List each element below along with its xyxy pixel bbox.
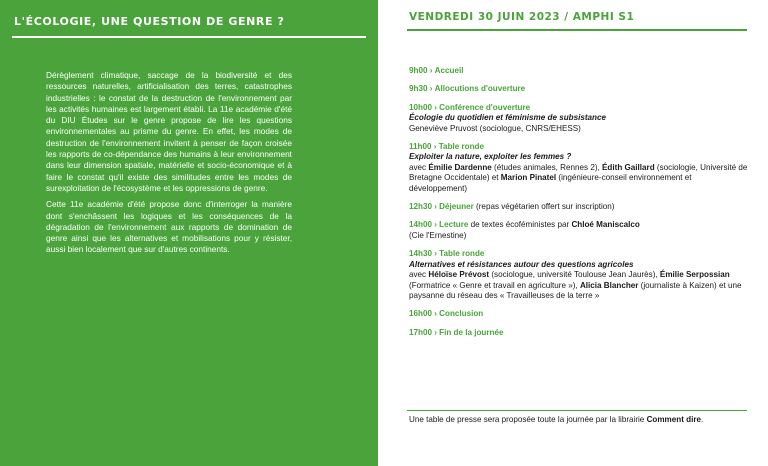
chevron-right-icon: › bbox=[434, 327, 437, 337]
participant-info: (sociologue, université Toulouse Jean Jaurès), bbox=[489, 270, 660, 280]
chevron-right-icon: › bbox=[434, 220, 437, 230]
chevron-right-icon: › bbox=[434, 102, 437, 112]
chevron-right-icon: › bbox=[429, 66, 433, 75]
right-divider bbox=[407, 29, 747, 31]
participant-info: (journaliste à Kaizen) et une paysanne du réseau des « Travailleuses de la terre » bbox=[409, 280, 742, 300]
left-panel bbox=[0, 0, 378, 466]
participant-info: (Formatrice « Genre et travail en agriculture »), bbox=[409, 280, 580, 290]
schedule-time: 9h00 bbox=[409, 66, 428, 75]
schedule-time: 14h30 bbox=[409, 249, 432, 259]
schedule-item-conference bbox=[409, 103, 749, 134]
schedule-subtitle: Écologie du quotidien et féminisme de subsistance bbox=[409, 113, 606, 123]
schedule-item-allocutions bbox=[409, 84, 749, 94]
bookshop-name: Comment dire bbox=[646, 415, 701, 424]
participant-name: Édith Gaillard bbox=[602, 162, 655, 172]
intro-text bbox=[46, 70, 292, 261]
chevron-right-icon: › bbox=[434, 202, 437, 212]
schedule-time: 10h00 bbox=[409, 102, 432, 112]
chevron-right-icon: › bbox=[434, 309, 437, 319]
schedule-time: 14h00 bbox=[409, 220, 432, 230]
schedule-item-fin bbox=[409, 328, 749, 338]
schedule-item-conclusion bbox=[409, 309, 749, 319]
schedule-subtitle: Alternatives et résistances autour des questions agricoles bbox=[409, 259, 634, 269]
participant-info: (sociologie, Université de Bretagne Occidentale) et bbox=[409, 162, 748, 183]
program-date-title: VENDREDI 30 JUIN 2023 / AMPHI S1 bbox=[409, 11, 635, 23]
speaker-name: Geneviève Pruvost bbox=[409, 123, 478, 133]
schedule-label: Lecture bbox=[439, 220, 469, 230]
schedule-item-table-ronde-2 bbox=[409, 249, 749, 301]
schedule-label: Allocutions d'ouverture bbox=[434, 84, 526, 94]
schedule-time: 17h00 bbox=[409, 327, 432, 337]
reader-name: Chloé Maniscalco bbox=[571, 220, 640, 230]
participants-prefix: avec bbox=[409, 162, 429, 172]
footer-text: Une table de presse sera proposée toute la journée par la librairie bbox=[409, 415, 647, 424]
participant-name: Alicia Blancher bbox=[579, 280, 639, 290]
schedule bbox=[409, 66, 749, 346]
schedule-label: Conférence d'ouverture bbox=[439, 102, 531, 112]
schedule-label: Conclusion bbox=[439, 309, 484, 319]
schedule-item-lecture bbox=[409, 220, 749, 241]
schedule-time: 11h00 bbox=[409, 142, 432, 152]
intro-paragraph-1: Dérèglement climatique, saccage de la biodiversité et des ressources naturelles, artificialisation des terres, catastrophes industrielles : le constat de la destruction de l'environnement par les activités humaines est largement établi. La 11e académie d'été du DIU Études sur le genre propose de lire les questions environnementales au prisme du genre. En effet, les modes de destruction de l'environnement invitent à penser de façon croisée les rapports de co-dépendance des humains à leur environnement dans leur dimension spatiale, matérielle et socio-économique et à faire le constat qu'il existe des similitudes entre les modes de surexploitation de l'écosystème et les oppressions de genre. bbox=[46, 70, 292, 193]
participant-info: (études animales, Rennes 2), bbox=[491, 162, 603, 172]
intro-paragraph-2: Cette 11e académie d'été propose donc d'interroger la manière dont s'enchâssent les logiques et les conséquences de la dégradation de l'environnement aux rapports de domination de genre ainsi que les alternatives et mobilisations pour y résister, aussi bien localement que sur d'autres continents. bbox=[46, 199, 292, 255]
participants-prefix: avec bbox=[409, 270, 429, 280]
left-divider bbox=[12, 36, 366, 38]
footer-end: . bbox=[700, 415, 704, 424]
chevron-right-icon: › bbox=[434, 249, 437, 259]
schedule-participants bbox=[409, 270, 749, 301]
speaker-info: (sociologue, CNRS/EHESS) bbox=[477, 123, 581, 133]
schedule-note: (repas végétarien offert sur inscription) bbox=[473, 202, 615, 212]
chevron-right-icon: › bbox=[433, 142, 437, 152]
schedule-note: de textes écoféministes par bbox=[468, 220, 572, 230]
footer-divider bbox=[407, 410, 747, 411]
participant-name: Émilie Serpossian bbox=[659, 270, 730, 280]
schedule-note-company: (Cie l'Ernestine) bbox=[409, 230, 467, 240]
schedule-label: Fin de la journée bbox=[439, 327, 504, 337]
schedule-label: Accueil bbox=[434, 66, 464, 75]
schedule-item-accueil bbox=[409, 66, 749, 76]
schedule-subtitle: Exploiter la nature, exploiter les femmes ? bbox=[409, 152, 572, 162]
schedule-item-dejeuner bbox=[409, 202, 749, 212]
schedule-speaker bbox=[409, 124, 749, 134]
participant-name: Marion Pinatel bbox=[500, 173, 557, 183]
schedule-time: 9h30 bbox=[409, 84, 428, 94]
schedule-label: Déjeuner bbox=[439, 202, 474, 212]
schedule-time: 12h30 bbox=[409, 202, 432, 212]
schedule-label: Table ronde bbox=[438, 142, 484, 152]
schedule-item-table-ronde-1 bbox=[409, 142, 749, 194]
chevron-right-icon: › bbox=[429, 84, 433, 94]
participant-name: Héloïse Prévost bbox=[428, 270, 490, 280]
participant-info: (ingénieure-conseil environnement et développement) bbox=[409, 173, 692, 193]
participant-name: Émilie Dardenne bbox=[428, 162, 492, 172]
schedule-time: 16h00 bbox=[409, 309, 432, 319]
schedule-label: Table ronde bbox=[439, 249, 485, 259]
schedule-participants bbox=[409, 163, 749, 194]
left-title: L'ÉCOLOGIE, UNE QUESTION DE GENRE ? bbox=[14, 15, 285, 28]
footer-note bbox=[409, 415, 754, 424]
